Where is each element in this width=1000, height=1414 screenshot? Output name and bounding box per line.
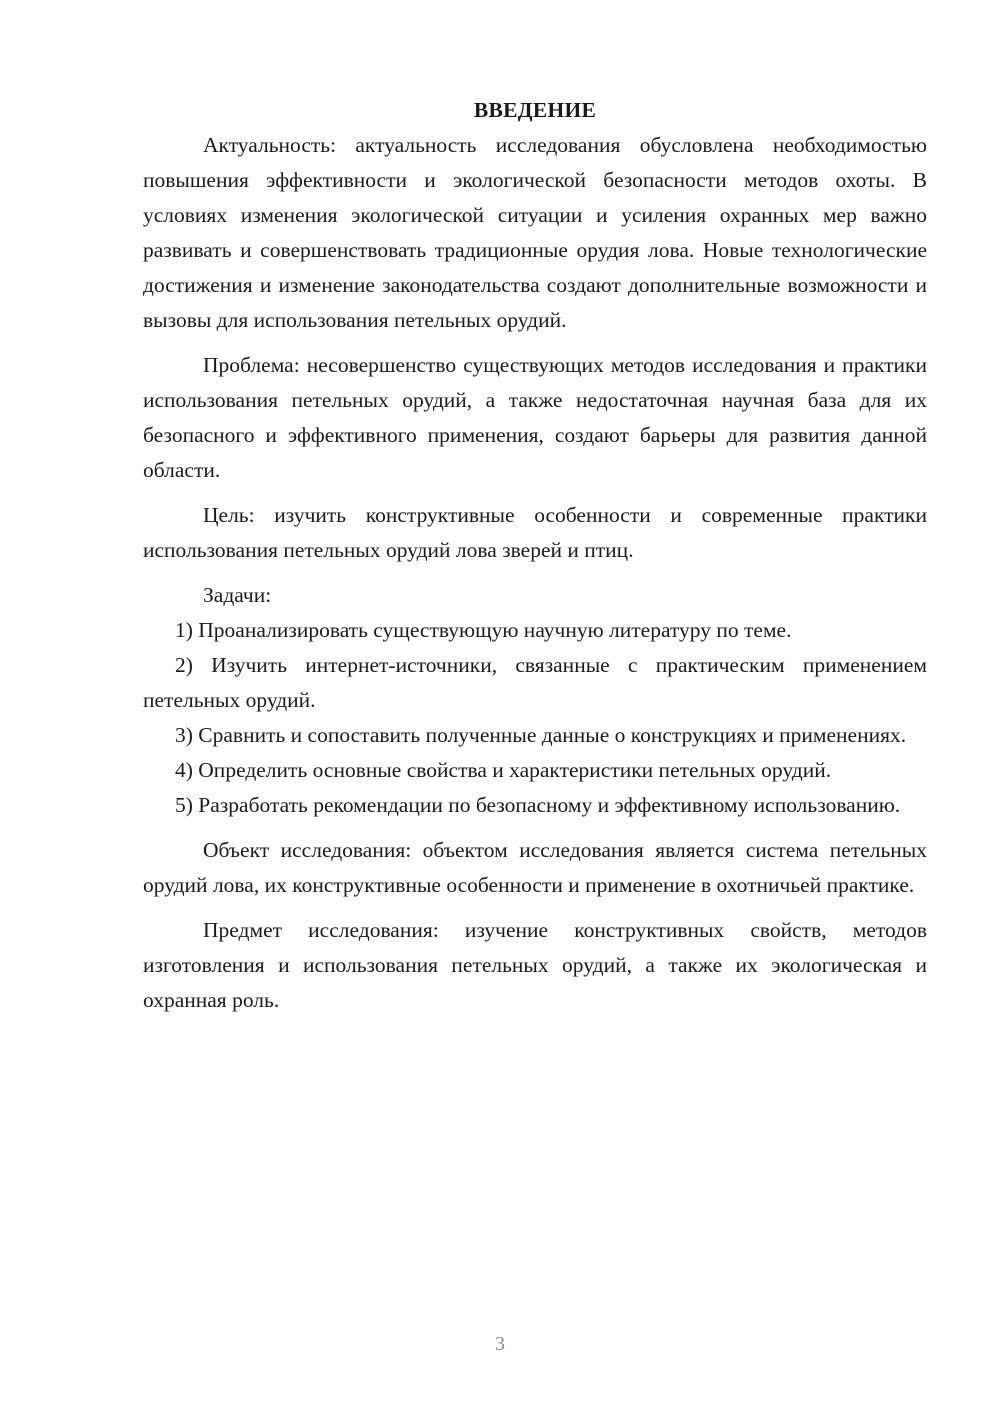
page-number: 3 bbox=[495, 1333, 505, 1355]
task-item-1: 1) Проанализировать существующую научную литературу по теме. bbox=[175, 618, 792, 642]
task-item-2: 2) Изучить интернет-источники, связанные с практическим применением петельных орудий. bbox=[143, 653, 927, 712]
task-item-5: 5) Разработать рекомендации по безопасному и эффективному использованию. bbox=[175, 793, 901, 817]
tasks-heading: Задачи: bbox=[203, 583, 272, 607]
paragraph-goal: Цель: изучить конструктивные особенности и современные практики использования петельных орудий лова зверей и птиц. bbox=[143, 503, 927, 562]
paragraph-relevance: Актуальность: актуальность исследования обусловлена необходимостью повышения эффективности и экологической безопасности методов охоты. В условиях изменения экологической ситуации и усиления охранных мер важно развивать и совершенствовать традиционные орудия лова. Новые технологические достижения и изменение законодательства создают дополнительные возможности и вызовы для использования петельных орудий. bbox=[143, 133, 927, 332]
task-item-3: 3) Сравнить и сопоставить полученные данные о конструкциях и применениях. bbox=[175, 723, 907, 747]
paragraph-object: Объект исследования: объектом исследования является система петельных орудий лова, их конструктивные особенности и применение в охотничьей практике. bbox=[143, 838, 927, 897]
paragraph-problem: Проблема: несовершенство существующих методов исследования и практики использования петельных орудий, а также недостаточная научная база для их безопасного и эффективного применения, создают барьеры для развития данной области. bbox=[143, 353, 927, 482]
page-body bbox=[143, 93, 927, 1018]
task-item-4: 4) Определить основные свойства и характеристики петельных орудий. bbox=[175, 758, 832, 782]
paragraph-subject: Предмет исследования: изучение конструктивных свойств, методов изготовления и использования петельных орудий, а также их экологическая и охранная роль. bbox=[143, 918, 927, 1012]
section-title: ВВЕДЕНИЕ bbox=[473, 98, 597, 122]
